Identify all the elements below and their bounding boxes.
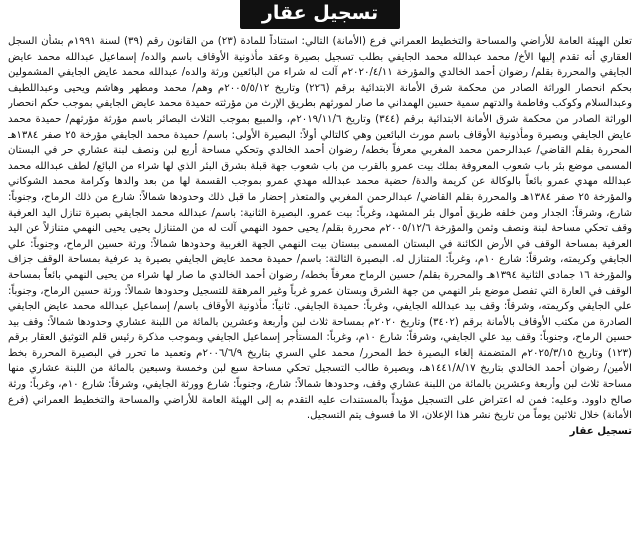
notice-signature: تسجيل عقار [569, 425, 632, 437]
notice-paragraph: تعلن الهيئة العامة للأراضي والمساحة والتخطيط العمراني فرع (الأمانة) التالي: استناداً للمادة (٢٣) من القانون رقم (٣٩) لسنة ١٩٩١م بشأن السجل العقاري أنه تقدم إليها الأخ/ محمد عبدالله محمد الجايفي بطلب تسجيل بصيرة وعقد مأذونية الأوقاف باسم والده/ إسماعيل عبدالله محمد عايض الجايفي والمحررة بقلم/ رضوان أحمد الخالدي والمؤرخة ٢٠٢٠/٤/١١م آلت له شراء من البائعين ورثة والده/ عبدالله محمد عايض الجايفي المشمولين بحكم انحصار الوراثة الصادر من محكمة شرق الأمانة الابتدائية برقم (٢٢٦) وتاريخ ٢٠٠٥/٥/١٢م وهم/ محمد ومطهر وهاشم ويحيى وعبداللطيف وعبدالسلام وكوكب وفاطمة والدتهم سمية حسين الهمداني ما صار لمورثهم بطريق الإرث من مؤرثته حميدة محمد عايض الجايفي بموجب حكم انحصار الوراثة الصادر من محكمة شرق الأمانة الابتدائية برقم (٣٤٤) وتاريخ ٢٠١٩/١١/٦م، والمبيع بموجب الثلاث البصائر باسم مؤرثة مؤرثهم/ حميدة محمد عايض الجايفي وبصيرة ومأذونية الأوقاف باسم مورث البائعين وهي كالتالي أولاً: البصيرة الأولى: باسم/ حميدة محمد الجايفي مؤرخة ٢٥ صفر ١٣٨٤هـ المحررة بقلم القاضي/ عبدالرحمن محمد المغربي معرفاً بخطه/ رضوان أحمد الخالدي وتحكي مساحة أربع لبن ونصف لبنة عشاري حر في البستان المسمى موضع بئر باب شعوب المعروفة بملك بيت عمرو بالقرب من باب شعوب جهة قبلة بشرق البئر الذي لها شراء من البائع/ لطف عبدالله محمد عبدالله مهدي عمرو بائعاً بالوكالة عن كريمة والدة/ حضية محمد عبدالله مهدي عمرو بموجب القسمة لها من بعد والدها وكرامة محمد الشوكاني والمؤرخة ٢٥ صفر ١٣٨٤هـ والمحررة بقلم القاضي/ عبدالرحمن المغربي والمتعذر إحضار ما قبل ذلك وحدودها شمالاً: شارع من ذلك الرماح، وجنوباً: شارع، وشرقاً: الجدار ومن خلفه طريق أموال بئر المشهد، وغرباً: بيت عمرو. البصيرة الثانية: باسم/ عبدالله محمد الجايفي بصيرة تنازل اليد العرفية وقف تحكي مساحة لبنة ونصف وثمن والمؤرخة ٢٠٠٥/١٢/٦م محررة بقلم/ يحيى حمود النهمي آلت له من المتنازل يحيى يحيى النهمي متنازلاً عن اليد العرفية بمساحة الوقف في الأرض الكائنة في البستان المسمى ببستان بيت النهمي الجهة الغربية وحدودها شمالاً: ورثة حسين الرماح، وجنوباً: علي الجايفي وكريمته، وشرقاً: شارع ١٠م، وغرباً: المتنازل له. البصيرة الثالثة: باسم/ حميدة محمد عايض الجايفي بصيرة يد عرفية بمساحة الوقف جزاف والمؤرخة ١٦ جمادى الثانية ١٣٩٤هـ والمحررة بقلم/ حسين الرماح معرفاً بخطه/ رضوان أحمد الخالدي ما صار لها شراء من يحيى النهمي بائعاً بمساحة الوقف في العارة التي تفصل موضع بئر النهمي من جهة الشرق وبستان عمرو غرباً وغير المرهقة للتسجيل وحدودها شمالاً: ورثة حسين الرماح، وجنوباً: علي الجايفي وكريمته، وشرقاً: وقف بيد عبدالله الجايفي، وغرباً: حميدة الجايفي. ثانياً: مأذونية الأوقاف باسم/ إسماعيل عبدالله محمد عايض الجايفي الصادرة من مكتب الأوقاف بالأمانة برقم (٣٤٠٢) وتاريخ ٢٠٢٠م بمساحة ثلاث لبن وأربعة وعشرين بالمائة من اللبنة عشاري وحدودها شمالاً: وقف بيد حسين الرماح، وجنوباً: وقف بيد علي الجايفي، وشرقاً: شارع ١٠م، وغرباً: المستأجر إسماعيل الجايفي وبموجب مذكرة رئيس قلم التوثيق العقار برقم (١٢٣) وتاريخ ٢٠٢٥/٣/١٥م المتضمنة إلغاء البصيرة خط المحرر/ محمد علي السري بتاريخ ٢٠٠٦/٦/٩م وتعميد ما تحرر في البصيرة المحررة بخط الأمين/ رضوان أحمد الخالدي بتاريخ ١٤٤١/٨/١٧هـ، وبصيرة طالب التسجيل تحكي مساحة سبع لبن وخمسة وسبعين بالمائة من اللبنة عشاري منها مساحة ثلاث لبن وأربعة وعشرين بالمائة من اللبنة عشاري وقف، وحدودها شمالاً: شارع، وجنوباً: شارع وورثة الجايفي، وشرقاً: شارع ١٠م، وغرباً: ورثة صالح داوود. وعليه: فمن له اعتراض على التسجيل مؤيداً بالمستندات عليه التقدم به إلى الهيئة العامة للأراضي والمساحة والتخطيط العمراني (فرع الأمانة) خلال ثلاثين يوماً من تاريخ نشر هذا الإعلان، الا ما فسوف يتم التسجيل. [8, 36, 632, 422]
notice-body [8, 34, 632, 534]
header-bar [6, 0, 634, 30]
notice-title: تسجيل عقار [240, 0, 400, 29]
